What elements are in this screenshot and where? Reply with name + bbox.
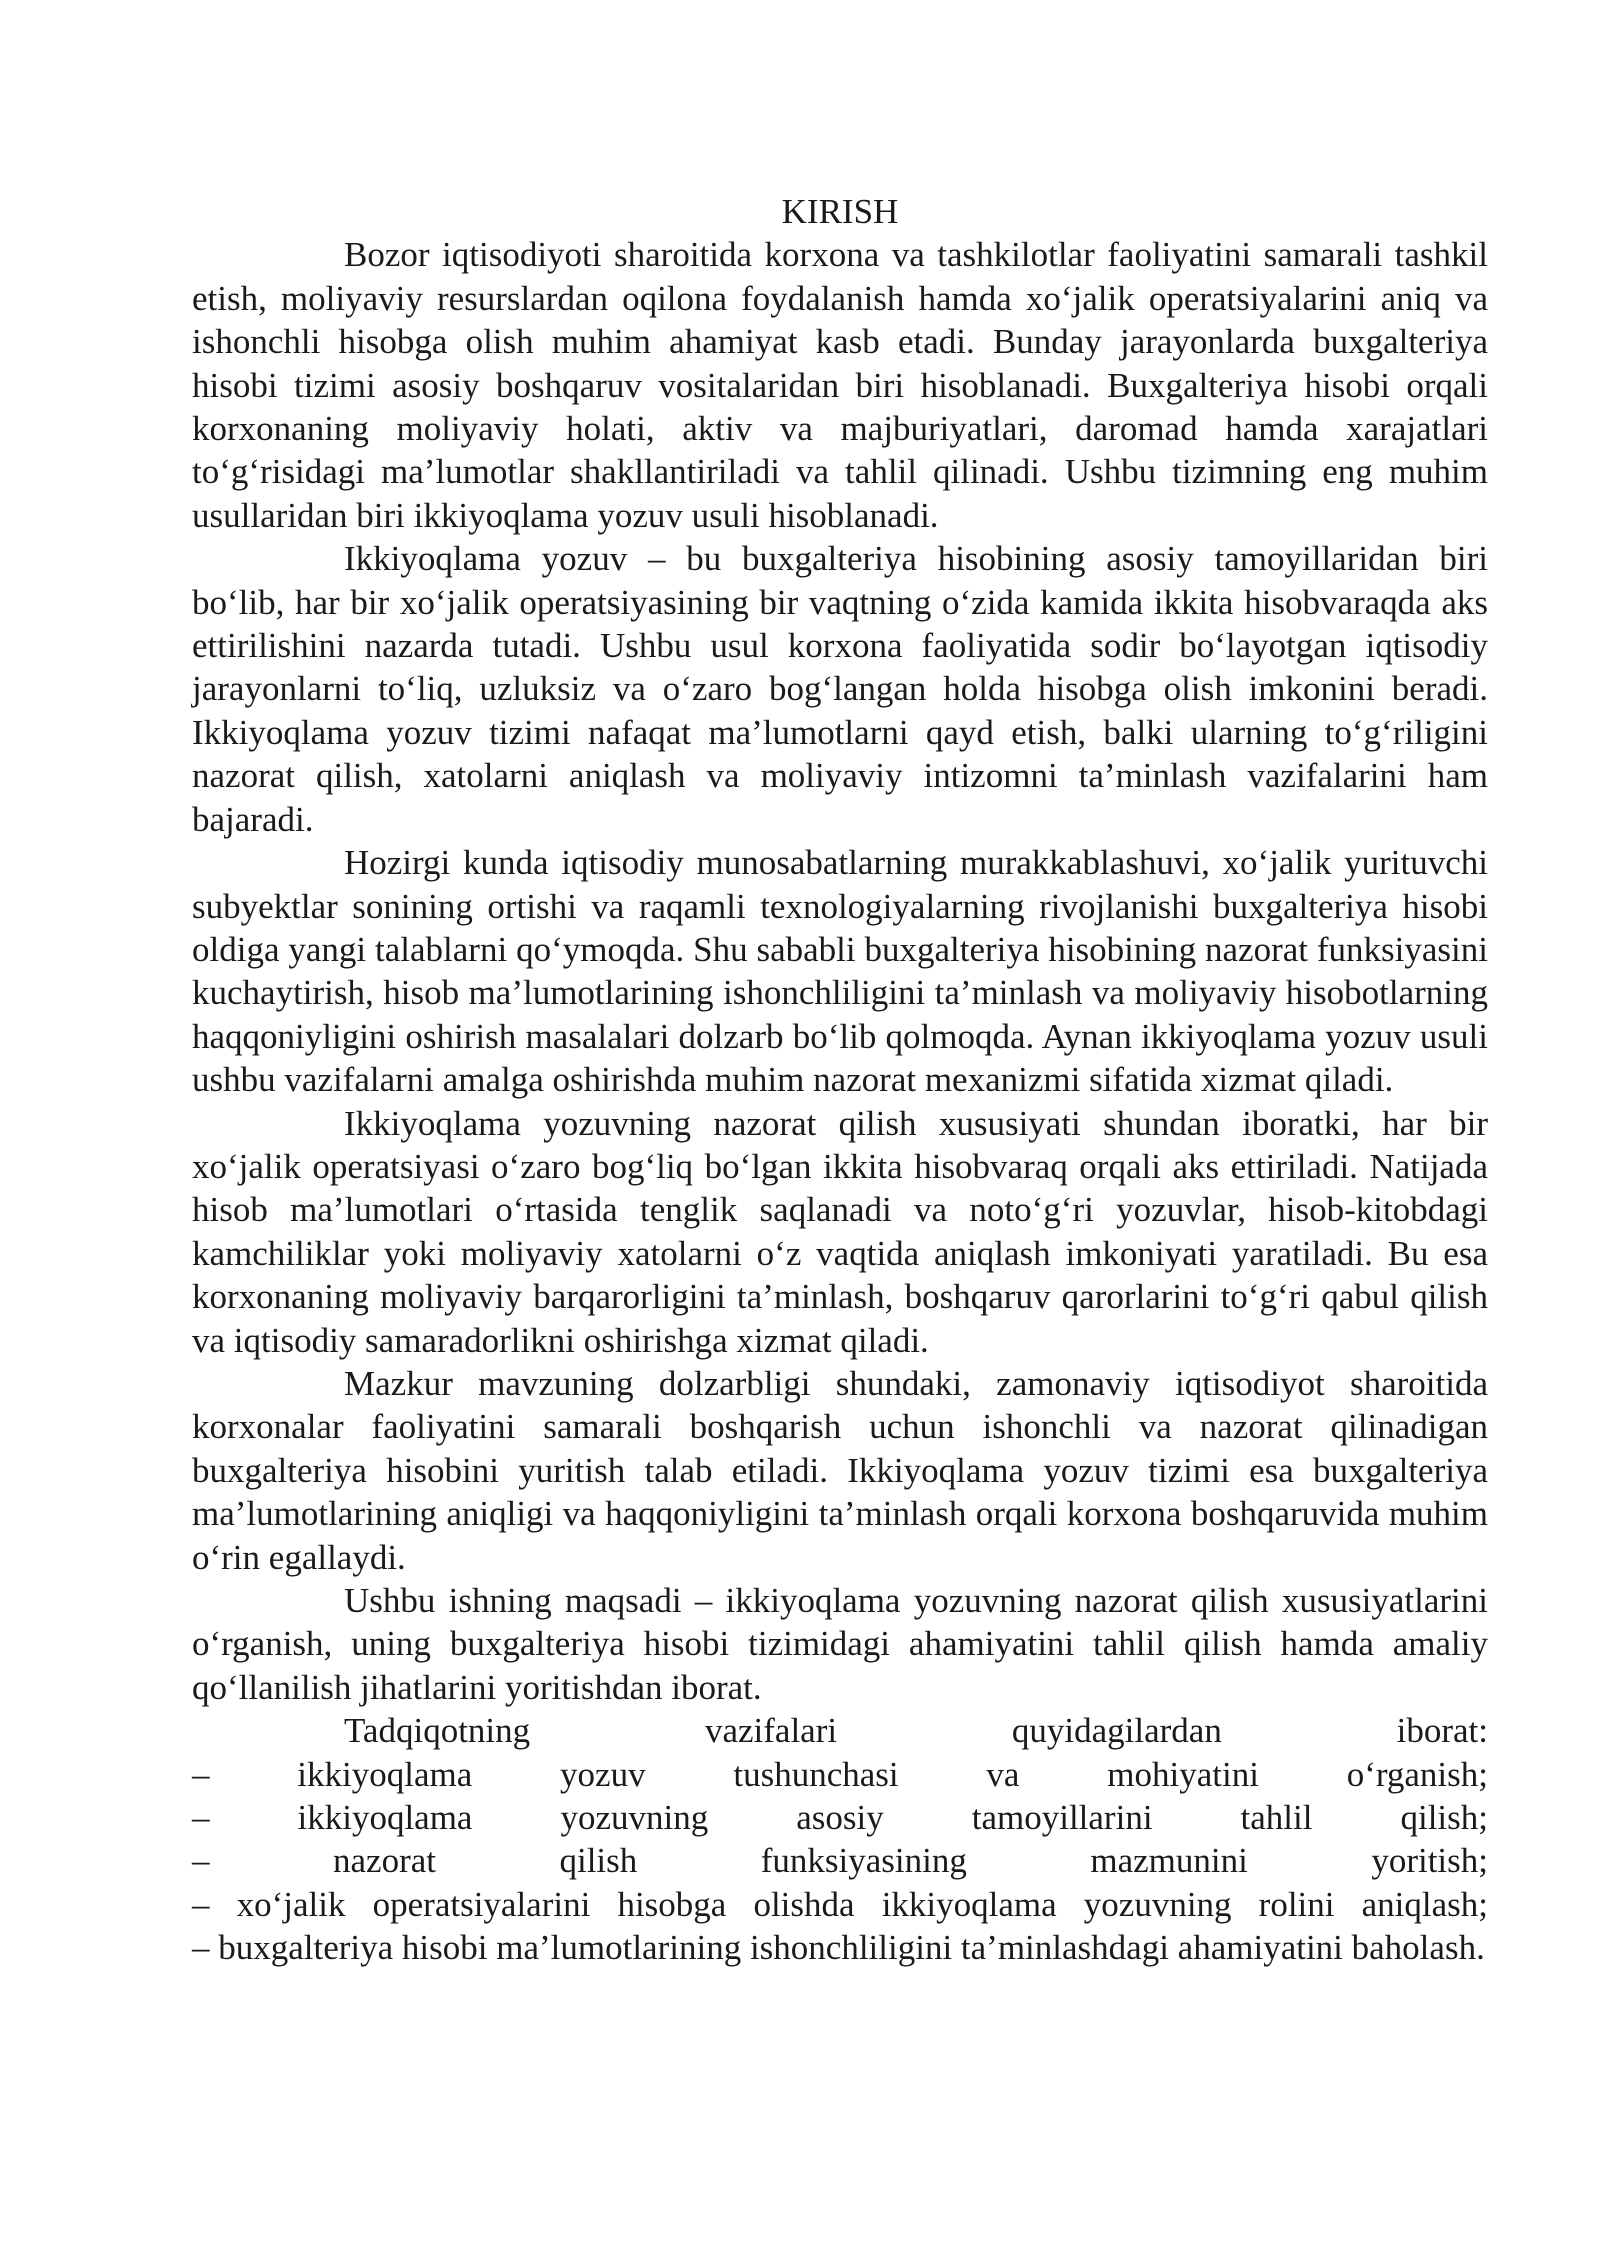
task-item: – nazorat qilish funksiyasining mazmunini yoritish;	[192, 1841, 1488, 1881]
task-item: – xo‘jalik operatsiyalarini hisobga olishda ikkiyoqlama yozuvning rolini aniqlash;	[192, 1884, 1488, 1924]
paragraph-goal: Ushbu ishning maqsadi – ikkiyoqlama yozuvning nazorat qilish xususiyatlarini o‘rganish, uning buxgalteriya hisobi tizimidagi ahamiyatini tahlil qilish hamda amaliy qo‘llanilish jihatlarini yoritishdan iborat.	[192, 1581, 1488, 1707]
paragraph-control-feature: Ikkiyoqlama yozuvning nazorat qilish xususiyati shundan iboratki, har bir xo‘jalik operatsiyasi o‘zaro bog‘liq bo‘lgan ikkita hisobvaraq orqali aks ettiriladi. Natijada hisob ma’lumotlari o‘rtasida tenglik saqlanadi va noto‘g‘ri yozuvlar, hisob-kitobdagi kamchiliklar yoki moliyaviy xatolarni o‘z vaqtida aniqlash imkoniyati yaratiladi. Bu esa korxonaning moliyaviy barqarorligini ta’minlash, boshqaruv qarorlarini to‘g‘ri qabul qilish va iqtisodiy samaradorlikni oshirishga xizmat qiladi.	[192, 1103, 1488, 1360]
task-item: – ikkiyoqlama yozuvning asosiy tamoyillarini tahlil qilish;	[192, 1798, 1488, 1838]
paragraph-relevance: Mazkur mavzuning dolzarbligi shundaki, zamonaviy iqtisodiyot sharoitida korxonalar faoliyatini samarali boshqarish uchun ishonchli va nazorat qilinadigan buxgalteriya hisobini yuritish talab etiladi. Ikkiyoqlama yozuv tizimi esa buxgalteriya ma’lumotlarining aniqligi va haqqoniyligini ta’minlash orqali korxona boshqaruvida muhim o‘rin egallaydi.	[192, 1363, 1488, 1577]
document-page	[192, 190, 1488, 1970]
tasks-intro: Tadqiqotning vazifalari quyidagilardan iborat:	[344, 1711, 1488, 1751]
paragraph-double-entry: Ikkiyoqlama yozuv – bu buxgalteriya hisobining asosiy tamoyillaridan biri bo‘lib, har bir xo‘jalik operatsiyasining bir vaqtning o‘zida kamida ikkita hisobvaraqda aks ettirilishini nazarda tutadi. Ushbu usul korxona faoliyatida sodir bo‘layotgan iqtisodiy jarayonlarni to‘liq, uzluksiz va o‘zaro bog‘langan holda hisobga olish imkonini beradi. Ikkiyoqlama yozuv tizimi nafaqat ma’lumotlarni qayd etish, balki ularning to‘g‘riligini nazorat qilish, xatolarni aniqlash va moliyaviy intizomni ta’minlash vazifalarini ham bajaradi.	[192, 539, 1488, 839]
task-item: – ikkiyoqlama yozuv tushunchasi va mohiyatini o‘rganish;	[192, 1754, 1488, 1794]
document-title: KIRISH	[781, 192, 899, 231]
paragraph-current-situation: Hozirgi kunda iqtisodiy munosabatlarning murakkablashuvi, xo‘jalik yurituvchi subyektlar sonining ortishi va raqamli texnologiyalarning rivojlanishi buxgalteriya hisobi oldiga yangi talablarni qo‘ymoqda. Shu sababli buxgalteriya hisobining nazorat funksiyasini kuchaytirish, hisob ma’lumotlarining ishonchliligini ta’minlash va moliyaviy hisobotlarning haqqoniyligini oshirish masalalari dolzarb bo‘lib qolmoqda. Aynan ikkiyoqlama yozuv usuli ushbu vazifalarni amalga oshirishda muhim nazorat mexanizmi sifatida xizmat qiladi.	[192, 843, 1488, 1100]
paragraph-intro: Bozor iqtisodiyoti sharoitida korxona va tashkilotlar faoliyatini samarali tashkil etish, moliyaviy resurslardan oqilona foydalanish hamda xo‘jalik operatsiyalarini aniq va ishonchli hisobga olish muhim ahamiyat kasb etadi. Bunday jarayonlarda buxgalteriya hisobi tizimi asosiy boshqaruv vositalaridan biri hisoblanadi. Buxgalteriya hisobi orqali korxonaning moliyaviy holati, aktiv va majburiyatlari, daromad hamda xarajatlari to‘g‘risidagi ma’lumotlar shakllantiriladi va tahlil qilinadi. Ushbu tizimning eng muhim usullaridan biri ikkiyoqlama yozuv usuli hisoblanadi.	[192, 235, 1488, 535]
task-item: – buxgalteriya hisobi ma’lumotlarining ishonchliligini ta’minlashdagi ahamiyatini baholash.	[192, 1928, 1485, 1968]
